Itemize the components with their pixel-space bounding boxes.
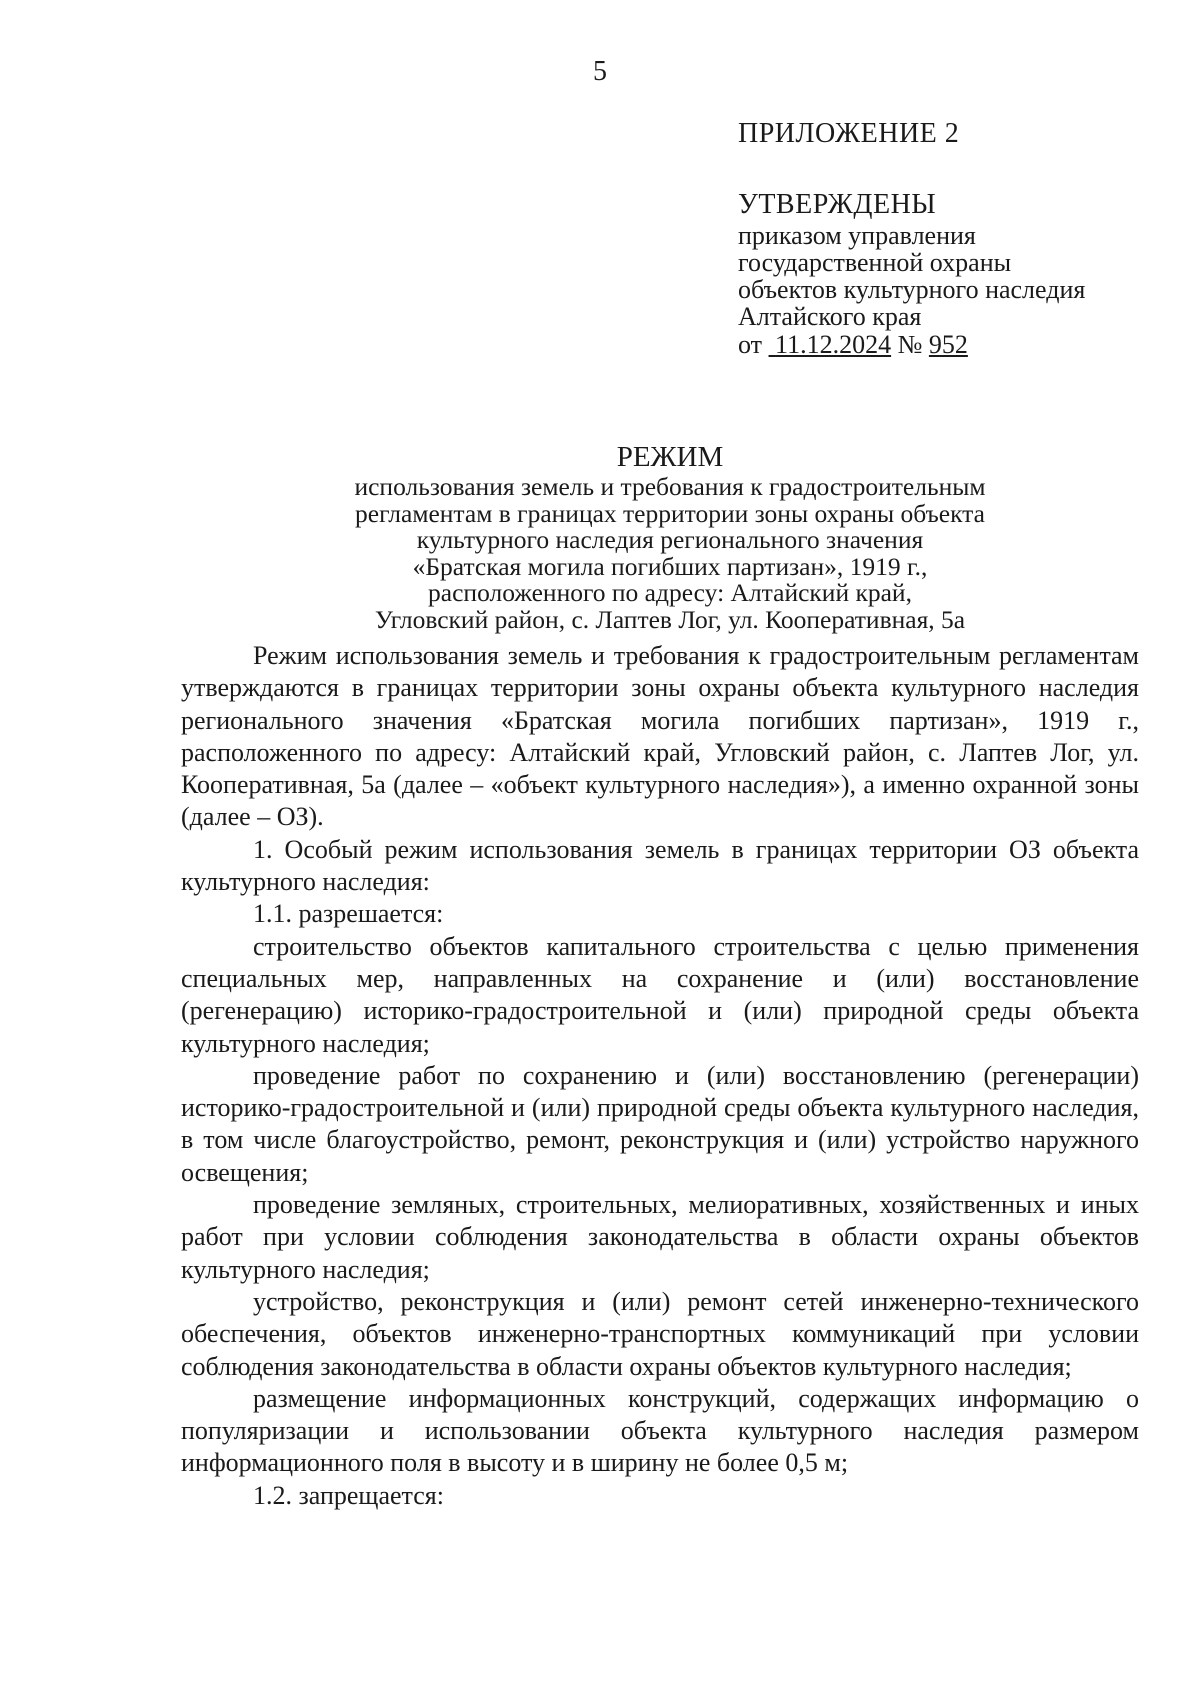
title-line: Угловский район, с. Лаптев Лог, ул. Кооперативная, 5а bbox=[374, 604, 966, 634]
subsection-1-1-heading: 1.1. разрешается: bbox=[253, 899, 444, 929]
allowed-item: строительство объектов капитального строительства с целью применения специальных мер, направленных на сохранение и (или) восстановление (регенерацию) историко-градостроительной и (или) природной среды объекта культурного наследия; bbox=[181, 931, 1139, 1058]
title-line: «Братская могила погибших партизан», 1919 г., bbox=[412, 551, 928, 581]
order-number-sign: № bbox=[897, 330, 923, 359]
title-line: расположенного по адресу: Алтайский край, bbox=[428, 578, 912, 607]
title-heading: РЕЖИМ bbox=[616, 441, 724, 473]
section-1-paragraph: 1. Особый режим использования земель в границах территории ОЗ объекта культурного наследия: bbox=[181, 834, 1139, 897]
order-number: 952 bbox=[928, 330, 968, 359]
document-title bbox=[140, 440, 1200, 633]
allowed-item: размещение информационных конструкций, содержащих информацию о популяризации и использовании объекта культурного наследия размером информационного поля в высоту и в ширину не более 0,5 м; bbox=[181, 1383, 1139, 1478]
order-reference bbox=[738, 330, 1168, 360]
appendix-label: ПРИЛОЖЕНИЕ 2 bbox=[738, 118, 960, 149]
intro-paragraph: Режим использования земель и требования к градостроительным регламентам утверждаются в границах территории зоны охраны объекта культурного наследия регионального значения «Братская могила погибших партизан», 1919 г., расположенного по адресу: Алтайский край, Угловский район, с. Лаптев Лог, ул. Кооперативная, 5а (далее – «объект культурного наследия»), а именно охранной зоны (далее – ОЗ). bbox=[181, 641, 1139, 832]
order-prefix: от bbox=[738, 330, 763, 359]
title-line: регламентам в границах территории зоны охраны объекта bbox=[355, 498, 985, 528]
approval-line: объектов культурного наследия bbox=[738, 275, 1086, 304]
title-line: культурного наследия регионального значения bbox=[416, 525, 924, 554]
allowed-item: проведение земляных, строительных, мелиоративных, хозяйственных и иных работ при условии соблюдения законодательства в области охраны объектов культурного наследия; bbox=[181, 1190, 1139, 1284]
approved-label: УТВЕРЖДЕНЫ bbox=[738, 189, 937, 220]
approval-stamp-block bbox=[738, 118, 1168, 360]
approval-line: государственной охраны bbox=[738, 248, 1012, 277]
order-date: 11.12.2024 bbox=[775, 330, 892, 359]
approval-line: Алтайского края bbox=[738, 302, 922, 331]
allowed-item: устройство, реконструкция и (или) ремонт сетей инженерно-технического обеспечения, объектов инженерно-транспортных коммуникаций при условии соблюдения законодательства в области охраны объектов культурного наследия; bbox=[181, 1286, 1139, 1381]
allowed-item: проведение работ по сохранению и (или) восстановлению (регенерации) историко-градостроительной и (или) природной среды объекта культурного наследия, в том числе благоустройство, ремонт, реконструкция и (или) устройство наружного освещения; bbox=[181, 1060, 1139, 1187]
subsection-1-2-heading: 1.2. запрещается: bbox=[253, 1480, 444, 1510]
title-line: использования земель и требования к градостроительным bbox=[354, 472, 986, 501]
approval-line: приказом управления bbox=[738, 221, 976, 250]
document-body bbox=[181, 640, 1139, 1512]
page-number: 5 bbox=[593, 56, 607, 87]
